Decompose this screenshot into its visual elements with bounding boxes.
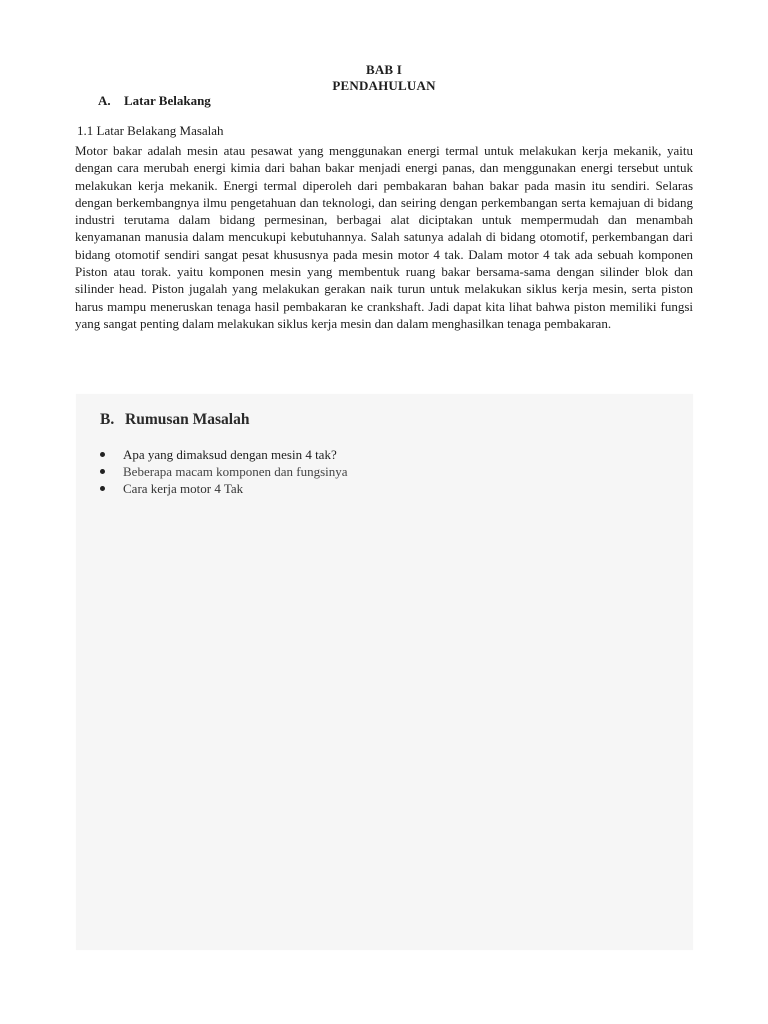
chapter-number: BAB I xyxy=(365,62,403,77)
section-a-title: Latar Belakang xyxy=(124,93,211,108)
problem-list xyxy=(100,446,348,497)
section-b-heading xyxy=(100,411,249,429)
bullet-icon xyxy=(100,452,105,457)
section-b-letter: B. xyxy=(100,411,115,428)
section-a-heading xyxy=(98,93,211,109)
list-item-text: Cara kerja motor 4 Tak xyxy=(123,481,244,496)
list-item xyxy=(100,480,348,497)
bullet-icon xyxy=(100,469,105,474)
section-a-letter: A. xyxy=(98,93,111,108)
section-b-title: Rumusan Masalah xyxy=(125,411,250,428)
bullet-icon xyxy=(100,486,105,491)
chapter-title: PENDAHULUAN xyxy=(332,78,436,93)
background-paragraph: Motor bakar adalah mesin atau pesawat yang menggunakan energi termal untuk melakukan kerja mekanik, yaitu dengan cara merubah energi kimia dari bahan bakar menjadi energi panas, dan menggunakan energi tersebut untuk melakukan kerja mekanik. Energi termal diperoleh dari pembakaran bahan bakar pada masin itu sendiri. Selaras dengan berkembangnya ilmu pengetahuan dan teknologi, dan seiring dengan perkembangan serta kemajuan di bidang industri terutama dalam bidang permesinan, berbagai alat diciptakan untuk mempermudah dan menambah kenyamanan manusia dalam mencukupi kebutuhannya. Salah satunya adalah di bidang otomotif, perkembangan dari bidang otomotif sendiri sangat pesat khususnya pada mesin motor 4 tak. Dalam motor 4 tak ada sebuah komponen Piston atau torak. yaitu komponen mesin yang membentuk ruang bakar bersama-sama dengan silinder blok dan silinder head. Piston jugalah yang melakukan gerakan naik turun untuk melakukan siklus kerja mesin, serta piston harus mampu meneruskan tenaga hasil pembakaran ke crankshaft. Jadi dapat kita lihat bahwa piston memiliki fungsi yang sangat penting dalam melakukan siklus kerja mesin dan dalam menghasilkan tenaga pembakaran. xyxy=(75,143,693,331)
subsection-heading: 1.1 Latar Belakang Masalah xyxy=(77,123,224,138)
list-item-text: Apa yang dimaksud dengan mesin 4 tak? xyxy=(123,447,337,462)
list-item-text: Beberapa macam komponen dan fungsinya xyxy=(123,464,348,479)
list-item xyxy=(100,446,348,463)
list-item xyxy=(100,463,348,480)
